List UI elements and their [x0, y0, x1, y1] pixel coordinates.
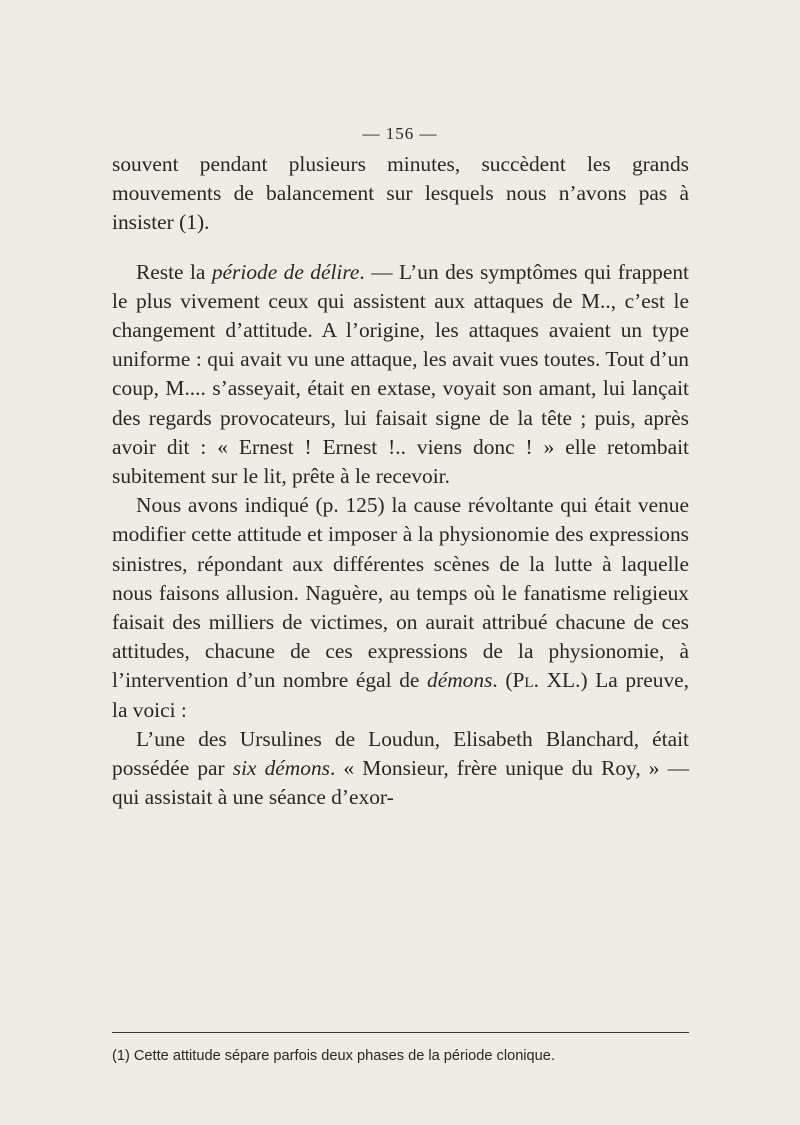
paragraph-4-prefix: L’une des Ursulines de Loudun, Elisabeth Blanchard, était possédée par	[112, 726, 689, 781]
page-number: — 156 —	[362, 124, 438, 143]
paragraph-4-rest: . « Monsieur, frère unique du Roy, » — qui assistait à une séance d’exor-	[112, 756, 689, 810]
paragraph-2-italic: période de délire	[211, 259, 360, 284]
footnote: (1) Cette attitude sépare parfois deux phases de la période clonique.	[112, 1048, 555, 1064]
paragraph-4-italic: six démons	[232, 756, 330, 781]
paragraph-3-italic: démons	[427, 668, 493, 693]
paragraph-2	[112, 258, 689, 492]
paragraph-3-prefix: Nous avons indiqué (p. 125) la cause révoltante qui était venue modifier cette attitude et imposer à la physionomie des expressions sinistres, répondant aux différentes scènes de la lutte à laquelle nous faisons allusion. Naguère, au temps où le fanatisme religieux faisait des milliers de victimes, on aurait attribué chacune de ces attitudes, chacune de ces expressions de la physionomie, à l’intervention d’un nombre égal de	[112, 493, 689, 693]
paragraph-3-plate-ref: Pl. XL.	[512, 668, 581, 693]
footnote-divider	[112, 1032, 689, 1033]
paragraph-2-prefix: Reste la	[136, 259, 212, 284]
paragraph-4	[112, 725, 689, 813]
paragraph-3	[112, 491, 689, 725]
paragraph-3-rest: ) La preuve, la voici :	[112, 668, 689, 722]
paragraph-3-mid: . (	[492, 668, 513, 693]
paragraph-2-rest: . — L’un des symptômes qui frappent le plus vivement ceux qui assistent aux attaques de M.., c’est le changement d’attitude. A l’origine, les attaques avaient un type uniforme : qui avait vu une attaque, les avait vues toutes. Tout d’un coup, M.... s’asseyait, était en extase, voyait son amant, lui lançait des regards provocateurs, lui faisait signe de la tête ; puis, après avoir dit : « Ernest ! Ernest !.. viens donc ! » elle retombait subitement sur le lit, prête à le recevoir.	[112, 259, 689, 489]
paragraph-1-text: souvent pendant plusieurs minutes, succèdent les grands mouvements de balancement sur lesquels nous n’avons pas à insister (1).	[112, 152, 689, 235]
body-text	[112, 150, 689, 812]
paragraph-1	[112, 150, 689, 238]
